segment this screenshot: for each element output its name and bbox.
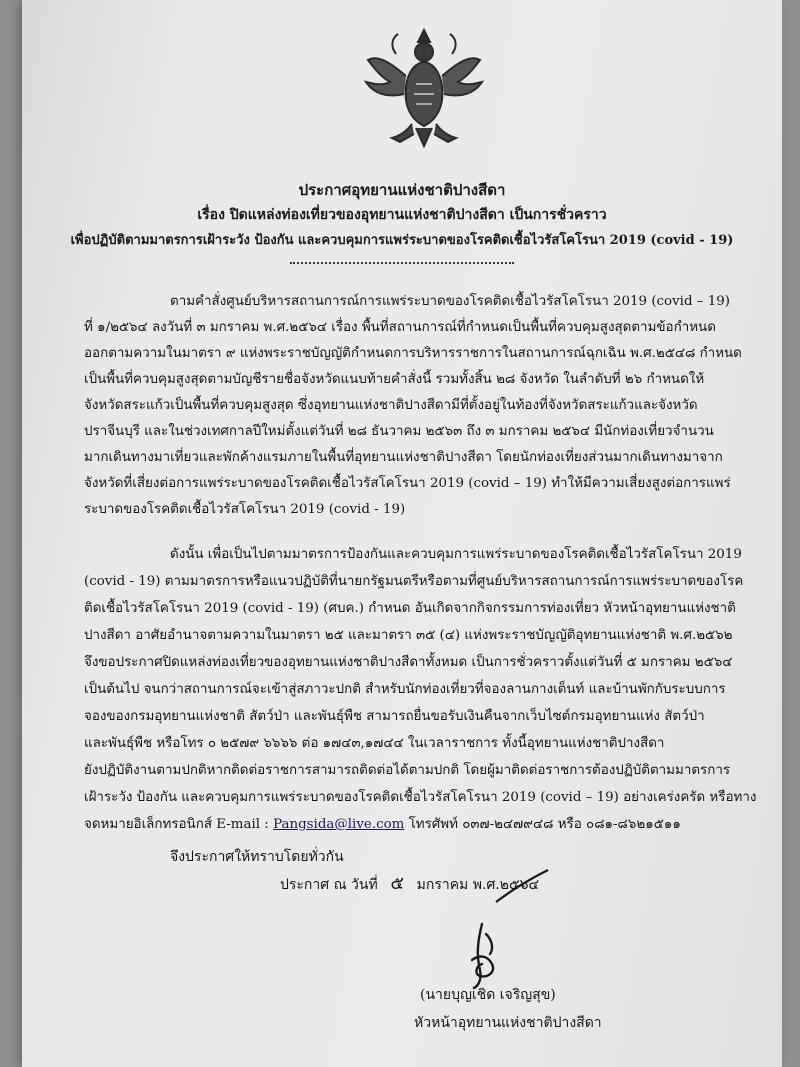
paragraph-1-line: จังหวัดสระแก้วเป็นพื้นที่ควบคุมสูงสุด ซึ่งอุทยานแห่งชาติปางสีดามีที่ตั้งอยู่ในท้องที่จังหวัดสระแก้วและจังหวัด <box>84 398 698 413</box>
announcement-title: ประกาศอุทยานแห่งชาติปางสีดา <box>298 181 506 199</box>
paragraph-2-line: ปางสีดา อาศัยอำนาจตามความในมาตรา ๒๕ และมาตรา ๓๕ (๔) แห่งพระราชบัญญัติอุทยานแห่งชาติ พ.ศ.๒๕๖๒ <box>84 628 733 643</box>
paragraph-2-line: และพันธุ์พืช หรือโทร ๐ ๒๕๗๙ ๖๖๖๖ ต่อ ๑๗๔๓,๑๗๔๔ ในเวลาราชการ ทั้งนี้อุทยานแห่งชาติปางสีดา <box>84 736 665 751</box>
paragraph-1-line: มากเดินทางมาเที่ยวและพักค้างแรมภายในพื้นที่อุทยานแห่งชาติปางสีดา โดยนักท่องเที่ยงส่วนมากเดินทางมาจาก <box>84 450 723 465</box>
paragraph-2-line: ยังปฏิบัติงานตามปกติหากติดต่อราชการสามารถติดต่อได้ตามปกติ โดยผู้มาติดต่อราชการต้องปฏิบัติตามมาตรการ <box>84 763 731 778</box>
paragraph-1-line: ออกตามความในมาตรา ๙ แห่งพระราชบัญญัติกำหนดการบริหารราชการในสถานการณ์ฉุกเฉิน พ.ศ.๒๕๔๘ กำหนด <box>84 346 742 361</box>
date-day: ๕ <box>390 873 404 894</box>
contact-line <box>84 815 681 835</box>
closing-text: จึงประกาศให้ทราบโดยทั่วกัน <box>170 849 344 865</box>
signer-name: (นายบุญเชิด เจริญสุข) <box>420 987 556 1003</box>
document-page <box>22 0 782 1067</box>
paragraph-1-line: ระบาดของโรคติดเชื้อไวรัสโคโรนา 2019 (covid - 19) <box>84 502 406 517</box>
dotted-separator <box>290 262 514 264</box>
paragraph-2-line: ติดเชื้อไวรัสโคโรนา 2019 (covid - 19) (ศบค.) กำหนด อันเกิดจากกิจกรรมการท่องเที่ยว หัวหน้าอุทยานแห่งชาติ <box>84 601 736 616</box>
signature-icon <box>452 920 512 990</box>
paragraph-2-line: เป็นต้นไป จนกว่าสถานการณ์จะเข้าสู่สภาวะปกติ สำหรับนักท่องเที่ยวที่จองลานกางเต็นท์ และบ้านพักกับระบบการ <box>84 682 726 697</box>
paragraph-2-line: ดังนั้น เพื่อเป็นไปตามมาตรการป้องกันและควบคุมการแพร่ระบาดของโรคติดเชื้อไวรัสโคโรนา 2019 <box>170 547 742 562</box>
email-prefix: จดหมายอิเล็กทรอนิกส์ E-mail : <box>84 817 274 832</box>
announcement-subject: เรื่อง ปิดแหล่งท่องเที่ยวของอุทยานแห่งชาติปางสีดา เป็นการชั่วคราว <box>197 207 607 223</box>
paragraph-2-line: จึงขอประกาศปิดแหล่งท่องเที่ยวของอุทยานแห่งชาติปางสีดาทั้งหมด เป็นการชั่วคราวตั้งแต่วันที่ ๕ มกราคม ๒๕๖๔ <box>84 655 733 670</box>
announcement-purpose: เพื่อปฏิบัติตามมาตรการเฝ้าระวัง ป้องกัน และควบคุมการแพร่ระบาดของโรคติดเชื้อไวรัสโคโรนา 2019 (covid - 19) <box>70 233 734 248</box>
paragraph-1-line: ปราจีนบุรี และในช่วงเทศกาลปีใหม่ตั้งแต่วันที่ ๒๘ ธันวาคม ๒๕๖๓ ถึง ๓ มกราคม ๒๕๖๔ มีนักท่องเที่ยวจำนวน <box>84 424 714 439</box>
date-month-year: มกราคม พ.ศ.๒๕๖๔ <box>416 877 540 893</box>
paragraph-1-line: ตามคำสั่งศูนย์บริหารสถานการณ์การแพร่ระบาดของโรคติดเชื้อไวรัสโคโรนา 2019 (covid – 19) <box>170 294 730 309</box>
email-link[interactable]: Pangsida@live.com <box>273 817 405 832</box>
paragraph-2-line: จองของกรมอุทยานแห่งชาติ สัตว์ป่า และพันธุ์พืช สามารถยื่นขอรับเงินคืนจากเว็บไซต์กรมอุทยานแห่ง สัตว์ป่า <box>84 709 705 724</box>
signer-position: หัวหน้าอุทยานแห่งชาติปางสีดา <box>414 1015 602 1031</box>
date-prefix: ประกาศ ณ วันที่ <box>280 877 378 893</box>
paragraph-1-line: เป็นพื้นที่ควบคุมสูงสุดตามบัญชีรายชื่อจังหวัดแนบท้ายคำสั่งนี้ รวมทั้งสิ้น ๒๘ จังหวัด ในลำดับที่ ๒๖ กำหนดให้ <box>84 372 705 387</box>
phone-text: โทรศัพท์ ๐๓๗-๒๔๗๙๔๘ หรือ ๐๘๑-๘๖๒๑๕๑๑ <box>404 817 681 832</box>
paragraph-1-line: จังหวัดที่เสี่ยงต่อการแพร่ระบาดของโรคติดเชื้อไวรัสโคโรนา 2019 (covid – 19) ทำให้มีความเสี่ยงสูงต่อการแพร่ <box>84 476 731 491</box>
paragraph-1-line: ที่ ๑/๒๕๖๔ ลงวันที่ ๓ มกราคม พ.ศ.๒๕๖๔ เรื่อง พื้นที่สถานการณ์ที่กำหนดเป็นพื้นที่ควบคุมสูงสุดตามข้อกำหนด <box>84 320 716 335</box>
garuda-emblem-icon <box>360 24 488 150</box>
paragraph-2-line: เฝ้าระวัง ป้องกัน และควบคุมการแพร่ระบาดของโรคติดเชื้อไวรัสโคโรนา 2019 (covid – 19) อย่างเคร่งครัด หรือทาง <box>84 790 757 805</box>
paragraph-2-line: (covid - 19) ตามมาตรการหรือแนวปฏิบัติที่นายกรัฐมนตรีหรือตามที่ศูนย์บริหารสถานการณ์การแพร่ระบาดของโรค <box>84 574 744 589</box>
handwritten-strike-icon <box>492 868 552 904</box>
